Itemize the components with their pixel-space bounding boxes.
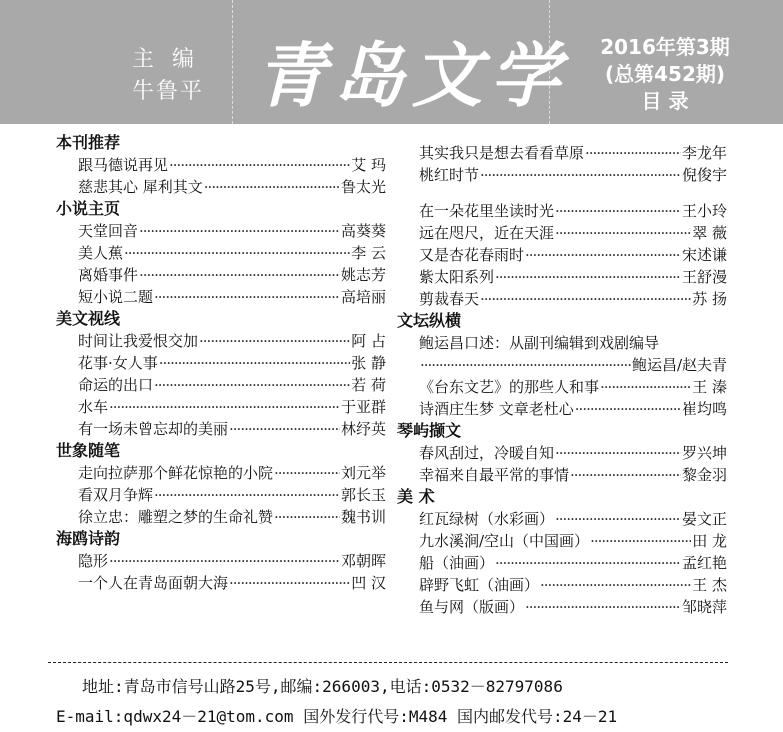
entry-title: 鲍运昌口述：从副刊编辑到戏剧编导: [419, 334, 660, 352]
dot-leader: [555, 200, 681, 222]
editor-name: 牛鲁平: [132, 79, 205, 104]
toc-entry[interactable]: [397, 596, 727, 618]
dot-leader: [570, 464, 681, 486]
entry-title: 紫太阳系列: [419, 268, 495, 286]
toc-entry[interactable]: [397, 200, 727, 222]
entry-title: 跟马德说再见: [78, 156, 169, 174]
entry-title: 九水溪涧/空山（中国画）: [419, 532, 590, 550]
entry-author: 宋述谦: [681, 246, 727, 264]
entry-author: 郭长玉: [340, 486, 386, 504]
editor-role: 主编: [132, 47, 213, 72]
dot-leader: [199, 330, 350, 352]
entry-author: 苏 扬: [692, 290, 727, 308]
entry-title: 离婚事件: [78, 266, 139, 284]
toc-entry[interactable]: [56, 374, 386, 396]
entry-title: 一个人在青岛面朝大海: [78, 574, 229, 592]
entry-author: 翠 薇: [692, 224, 727, 242]
toc-entry[interactable]: [56, 154, 386, 176]
entry-author: 王 溱: [692, 378, 727, 396]
dot-leader: [154, 374, 350, 396]
dot-leader: [169, 154, 350, 176]
entry-author: 艾 玛: [351, 156, 386, 174]
toc-entry[interactable]: [56, 484, 386, 506]
entry-title: 隐形: [78, 552, 109, 570]
dot-leader: [575, 398, 681, 420]
entry-title: 鱼与网（版画）: [419, 598, 525, 616]
section-title: 小说主页: [56, 199, 121, 218]
entry-author: 高葵葵: [340, 222, 386, 240]
entry-title: 桃红时节: [419, 166, 480, 184]
entry-author: 王 杰: [692, 576, 727, 594]
entry-author: 孟红艳: [681, 554, 727, 572]
entry-title: 诗酒庄生梦 文章老杜心: [419, 400, 574, 418]
toc-entry[interactable]: [397, 142, 727, 164]
dot-leader: [600, 376, 691, 398]
dot-leader: [229, 572, 350, 594]
footer-contact: E-mail:qdwx24－21@tom.com 国外发行代号:M484 国内邮发代号:24－21: [56, 707, 618, 726]
entry-author: 崔均鸣: [681, 400, 727, 418]
dot-leader: [204, 176, 340, 198]
footer-divider: [48, 662, 728, 663]
entry-title: 船（油画）: [419, 554, 495, 572]
toc-entry[interactable]: [56, 242, 386, 264]
entry-title: 看双月争辉: [78, 486, 154, 504]
entry-author: 邓朝晖: [340, 552, 386, 570]
left-column: [56, 132, 386, 594]
entry-author: 刘元举: [340, 464, 386, 482]
editor-block: [132, 44, 212, 108]
toc-entry[interactable]: [56, 418, 386, 440]
toc-entry[interactable]: [397, 552, 727, 574]
dot-leader: [159, 352, 350, 374]
entry-author: 邹晓萍: [681, 598, 727, 616]
section-title: 海鸥诗韵: [56, 529, 121, 548]
entry-author: 鲍运昌/赵夫青: [631, 356, 727, 374]
dot-leader: [555, 222, 691, 244]
dot-leader: [274, 462, 340, 484]
dot-leader: [525, 596, 681, 618]
entry-author: 张 静: [351, 354, 386, 372]
entry-title: 徐立忠：雕塑之梦的生命礼赞: [78, 508, 274, 526]
dot-leader: [154, 484, 340, 506]
entry-title: 水车: [78, 398, 109, 416]
issue-total: (总第452期): [604, 62, 726, 86]
toc-entry[interactable]: [56, 396, 386, 418]
entry-title: 天堂回音: [78, 222, 139, 240]
entry-author: 田 龙: [692, 532, 727, 550]
section-title: 美 术: [397, 487, 435, 506]
entry-title: 幸福来自最平常的事情: [419, 466, 570, 484]
toc-entry[interactable]: [397, 288, 727, 310]
toc-entry[interactable]: [397, 164, 727, 186]
dot-leader: [495, 266, 681, 288]
toc-entry[interactable]: [56, 352, 386, 374]
toc-entry[interactable]: [56, 176, 386, 198]
entry-author: 罗兴坤: [681, 444, 727, 462]
toc-entry[interactable]: [56, 550, 386, 572]
toc-entry[interactable]: [397, 354, 727, 376]
section-title: 本刊推荐: [56, 133, 121, 152]
footer: [0, 672, 783, 732]
entry-author: 王小玲: [681, 202, 727, 220]
dot-leader: [420, 354, 631, 376]
toc-entry[interactable]: [56, 286, 386, 308]
section-title: 琴屿撷文: [397, 421, 462, 440]
contents-label: 目 录: [641, 89, 689, 113]
entry-title: 红瓦绿树（水彩画）: [419, 510, 555, 528]
right-column: [397, 142, 727, 618]
dot-leader: [229, 418, 340, 440]
entry-author: 黎金羽: [681, 466, 727, 484]
entry-author: 李龙年: [681, 144, 727, 162]
entry-author: 于亚群: [340, 398, 386, 416]
entry-title: 辟野飞虹（油画）: [419, 576, 540, 594]
entry-title: 远在咫尺，近在天涯: [419, 224, 555, 242]
entry-title: 春风刮过，冷暖自知: [419, 444, 555, 462]
dot-leader: [480, 288, 691, 310]
dot-leader: [480, 164, 681, 186]
toc-entry[interactable]: [397, 442, 727, 464]
entry-author: 晏文正: [681, 510, 727, 528]
entry-title: 又是杏花春雨时: [419, 246, 525, 264]
entry-title: 时间让我爱恨交加: [78, 332, 199, 350]
masthead: [0, 0, 783, 124]
dot-leader: [139, 220, 340, 242]
issue-block: [575, 34, 755, 115]
toc-entry[interactable]: [56, 462, 386, 484]
dot-leader: [540, 574, 691, 596]
entry-author: 若 荷: [351, 376, 386, 394]
toc-entry[interactable]: [397, 376, 727, 398]
entry-title: 美人蕉: [78, 244, 124, 262]
entry-title: 在一朵花里坐读时光: [419, 202, 555, 220]
toc-entry[interactable]: [397, 332, 727, 354]
spacer: [397, 186, 727, 200]
dot-leader: [139, 264, 340, 286]
toc-entry[interactable]: [397, 398, 727, 420]
dot-leader: [525, 244, 681, 266]
masthead-divider: [232, 0, 233, 124]
toc-entry[interactable]: [56, 264, 386, 286]
dot-leader: [585, 142, 681, 164]
entry-author: 高培丽: [340, 288, 386, 306]
dot-leader: [274, 506, 340, 528]
toc-entry[interactable]: [56, 572, 386, 594]
entry-author: 魏书训: [340, 508, 386, 526]
dot-leader: [109, 550, 340, 572]
toc-entry[interactable]: [397, 530, 727, 552]
toc-entry[interactable]: [397, 574, 727, 596]
entry-author: 林纾英: [340, 420, 386, 438]
section-title: 世象随笔: [56, 441, 121, 460]
entry-title: 短小说二题: [78, 288, 154, 306]
entry-author: 王舒漫: [681, 268, 727, 286]
magazine-title: 青岛文学: [256, 34, 568, 117]
dot-leader: [154, 286, 340, 308]
entry-title: 花事·女人事: [78, 354, 158, 372]
dot-leader: [109, 396, 340, 418]
entry-title: 《台东文艺》的那些人和事: [419, 378, 600, 396]
entry-title: 有一场未曾忘却的美丽: [78, 420, 229, 438]
toc-entry[interactable]: [397, 464, 727, 486]
dot-leader: [555, 442, 681, 464]
entry-title: 慈悲其心 犀利其文: [78, 178, 203, 196]
entry-title: 剪裁春天: [419, 290, 480, 308]
entry-author: 李 云: [351, 244, 386, 262]
toc-entry[interactable]: [56, 330, 386, 352]
toc-entry[interactable]: [397, 222, 727, 244]
entry-author: 姚志芳: [340, 266, 386, 284]
section-title: 美文视线: [56, 309, 121, 328]
dot-leader: [495, 552, 681, 574]
entry-author: 倪俊宇: [681, 166, 727, 184]
toc-entry[interactable]: [56, 506, 386, 528]
toc-entry[interactable]: [397, 266, 727, 288]
issue-year: 2016年第3期: [600, 35, 730, 59]
entry-author: 凹 汉: [351, 574, 386, 592]
dot-leader: [124, 242, 350, 264]
toc-entry[interactable]: [56, 220, 386, 242]
dot-leader: [590, 530, 691, 552]
dot-leader: [555, 508, 681, 530]
toc-entry[interactable]: [397, 508, 727, 530]
entry-title: 命运的出口: [78, 376, 154, 394]
footer-address: 地址:青岛市信号山路25号,邮编:266003,电话:0532－82797086: [82, 677, 563, 696]
section-title: 文坛纵横: [397, 311, 462, 330]
toc-entry[interactable]: [397, 244, 727, 266]
entry-author: 鲁太光: [340, 178, 386, 196]
entry-title: 走向拉萨那个鲜花惊艳的小院: [78, 464, 274, 482]
entry-author: 阿 占: [351, 332, 386, 350]
entry-title: 其实我只是想去看看草原: [419, 144, 585, 162]
